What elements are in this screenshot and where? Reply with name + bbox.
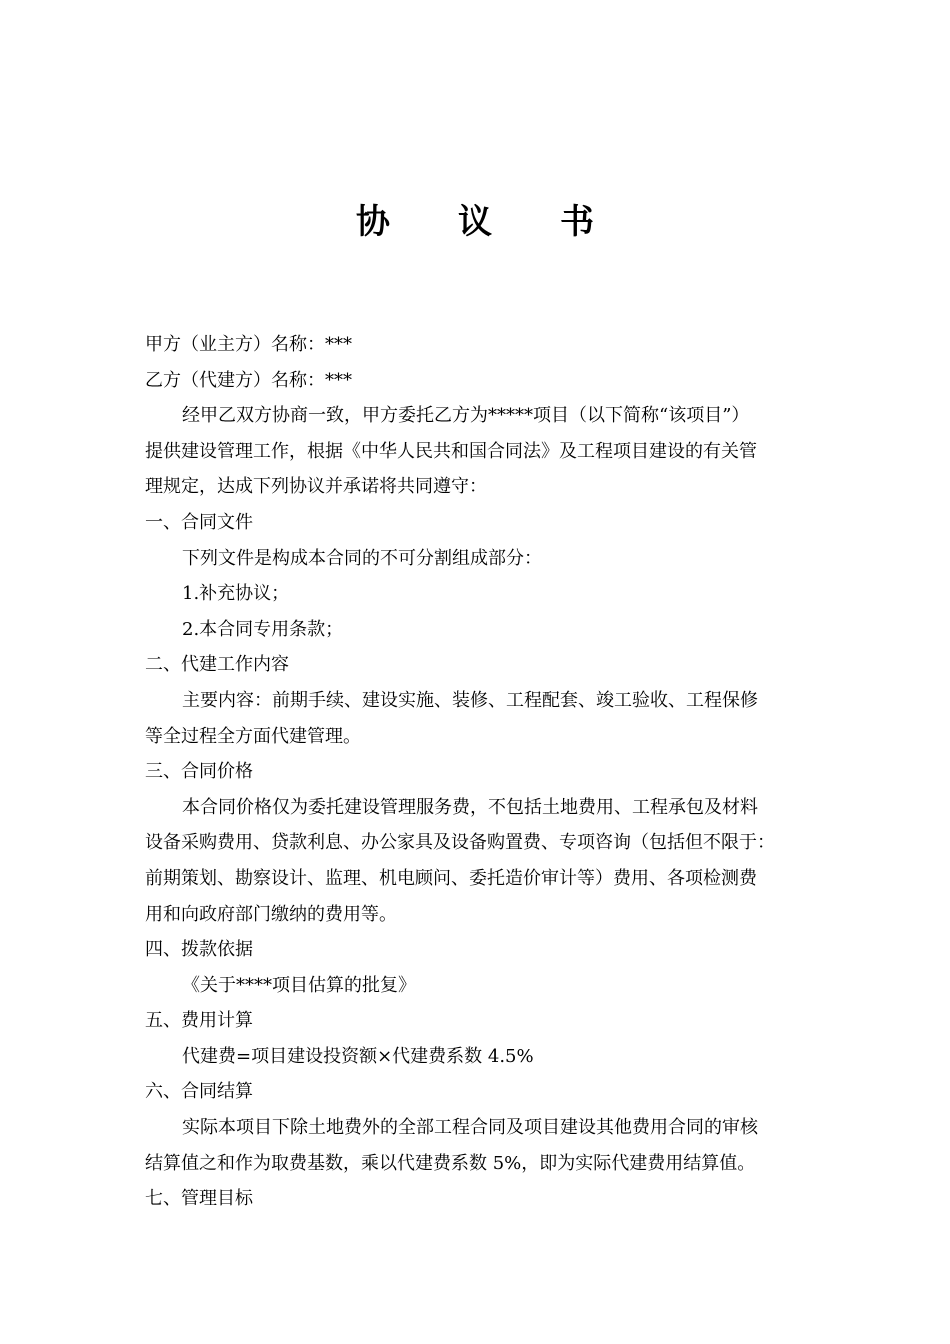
title-char-1: 协	[356, 202, 390, 242]
section-1-item-2: 2.本合同专用条款；	[182, 618, 344, 640]
section-2-heading: 二、代建工作内容	[145, 654, 289, 676]
section-5-heading: 五、费用计算	[145, 1010, 253, 1032]
document-body	[145, 327, 807, 1217]
section-3-line-1: 本合同价格仅为委托建设管理服务费，不包括土地费用、工程承包及材料	[182, 796, 758, 818]
intro-line-3: 理规定，达成下列协议并承诺将共同遵守：	[145, 476, 487, 498]
section-3-heading: 三、合同价格	[145, 761, 253, 783]
title-char-2: 议	[458, 202, 492, 242]
section-1-text: 下列文件是构成本合同的不可分割组成部分：	[182, 547, 542, 569]
section-7-heading: 七、管理目标	[145, 1188, 253, 1210]
section-2-line-2: 等全过程全方面代建管理。	[145, 725, 361, 747]
intro-line-1: 经甲乙双方协商一致，甲方委托乙方为*****项目（以下简称“该项目”）	[182, 405, 750, 427]
section-1-heading: 一、合同文件	[145, 511, 253, 533]
intro-line-2: 提供建设管理工作，根据《中华人民共和国合同法》及工程项目建设的有关管	[145, 440, 757, 462]
party-b-line: 乙方（代建方）名称：***	[145, 369, 352, 391]
section-4-heading: 四、拨款依据	[145, 939, 253, 961]
section-3-line-4: 用和向政府部门缴纳的费用等。	[145, 903, 397, 925]
section-6-line-1: 实际本项目下除土地费外的全部工程合同及项目建设其他费用合同的审核	[182, 1117, 758, 1139]
section-3-line-2: 设备采购费用、贷款利息、办公家具及设备购置费、专项咨询（包括但不限于：	[145, 832, 775, 854]
section-5-text: 代建费=项目建设投资额×代建费系数 4.5%	[182, 1045, 534, 1067]
section-6-line-2: 结算值之和作为取费基数，乘以代建费系数 5%，即为实际代建费用结算值。	[145, 1152, 756, 1174]
section-3-line-3: 前期策划、勘察设计、监理、机电顾问、委托造价审计等）费用、各项检测费	[145, 867, 757, 889]
section-4-text: 《关于****项目估算的批复》	[182, 974, 416, 996]
section-2-line-1: 主要内容：前期手续、建设实施、装修、工程配套、竣工验收、工程保修	[182, 689, 758, 711]
party-a-line: 甲方（业主方）名称：***	[145, 334, 352, 355]
document-title	[0, 198, 950, 246]
section-6-heading: 六、合同结算	[145, 1081, 253, 1103]
title-char-3: 书	[560, 202, 594, 242]
section-1-item-1: 1.补充协议；	[182, 583, 290, 605]
